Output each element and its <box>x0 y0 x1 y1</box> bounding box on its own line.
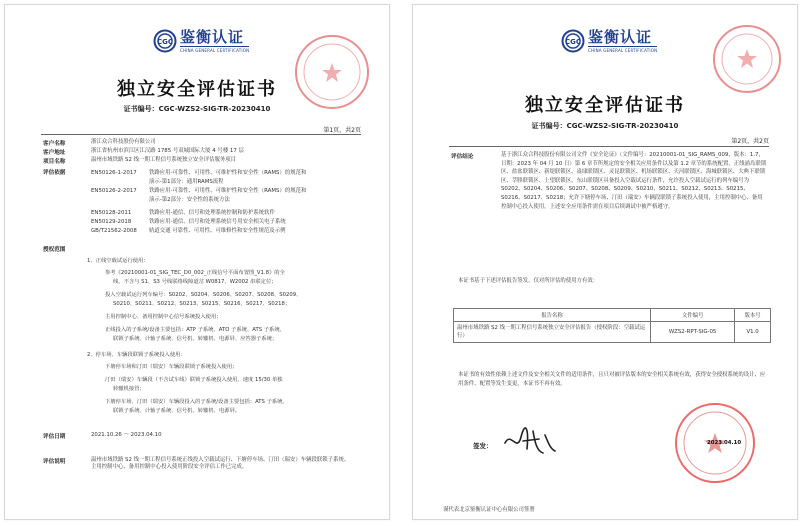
scope-line: 2、停车场、车辆段联锁子系统投入使用： <box>87 352 186 358</box>
divider <box>41 134 361 135</box>
logo-letters: CGC <box>156 38 174 46</box>
standard-item: 演示-第1部分：通用RAMS流程 <box>149 179 224 185</box>
scope-line: 正线投入的子系统/设备主要包括：ATP 子系统、ATO 子系统、ATS 子系统、 <box>105 327 285 333</box>
page-number: 第2页，共2页 <box>731 138 769 145</box>
divider <box>449 146 769 147</box>
remark-label: 评估说明 <box>43 459 66 465</box>
date-label: 评估日期 <box>43 434 66 440</box>
scope-line: 参考《20210001-01_SIG_TEC_D0_002_正线信号平面布置图_V1.8》的全 <box>105 270 285 276</box>
org-name-cn: 鉴衡认证 <box>588 27 653 46</box>
standard-item: GB/T21562-2008 轨道交通 可靠性、可用性、可维修性和安全性规范及示例 <box>91 228 286 234</box>
scope-line: 下塘停车场、汀田（瑞安）车辆段投入的子系统/设备主要包括：ATS 子系统、 <box>105 399 288 405</box>
scope-label: 授权范围 <box>43 247 66 253</box>
project-value: 温州市域铁路 S2 线一期工程信号系统独立安全评估服务项目 <box>91 157 237 163</box>
date-value: 2021.10.26 ～ 2023.04.10 <box>91 432 162 438</box>
cgc-logo-icon <box>561 29 585 53</box>
report-intro: 本证书基于下述评估报告签发，仅对所评估的使用方有效： <box>458 278 599 284</box>
certificate-number: 证书编号：CGC-WZS2-SIG-TR-20230410 <box>531 122 679 130</box>
table-cell: 温州市域铁路 S2 线一期工程信号系统独立安全评估报告（授权阶段：空载试运行） <box>454 322 651 343</box>
table-row <box>454 322 771 343</box>
scope-line: 下塘停车场和汀田（瑞安）车辆段联锁子系统投入使用； <box>105 364 238 370</box>
validity-note: 本证书的有效性依赖上述文件及安全相关文件的适用条件，且只对被评估版本的安全相关系统有效，获得安全授权系统的设计、应用条件、配置等发生变更，本证书不再有效。 <box>458 372 766 387</box>
sign-label: 签发： <box>473 442 493 450</box>
standard-item: EN50129-2018 铁路应用-通信、信号和处理系统信号用安全相关电子系统 <box>91 219 286 225</box>
client-value: 浙江众合科技股份有限公司 <box>91 139 156 145</box>
address-value: 浙江省杭州市滨江区江汉路 1785 号双城国际大厦 4 号楼 17 层 <box>91 148 244 154</box>
scope-line: 汀田（瑞安）车辆段（不含试车线）联锁子系统投入使用，速度 15/30 单独 <box>105 377 283 383</box>
standard-item: EN50126-1-2017 铁路应用-可靠性、可用性、可维护性和安全性（RAMS）的规范和 <box>91 170 307 176</box>
org-name-en: CHINA GENERAL CERTIFICATION <box>180 47 250 53</box>
cgc-logo <box>561 29 657 53</box>
certificate-page-1 <box>4 4 390 520</box>
scope-line: 联锁子系统、计轴子系统、信号机、转辙机、电源屏、应答器子系统； <box>113 336 278 342</box>
standard-item: EN50126-2-2017 铁路应用-可靠性、可用性、可维护性和安全性（RAMS）的规范和 <box>91 188 307 194</box>
seal-icon <box>715 27 779 91</box>
footer-note: 谨代表北京鉴衡认证中心有限公司签署 <box>443 507 535 513</box>
standard-item: EN50128-2011 铁路应用-通信、信号和处理系统控制和防护系统软件 <box>91 210 275 216</box>
standard-item: 演示-第2部分：安全性的系统方法 <box>149 197 230 203</box>
table-header: 报告名称 <box>454 309 651 322</box>
certificate-page-2 <box>412 4 798 520</box>
project-label: 项目名称 <box>43 159 66 165</box>
table-header-row <box>454 309 771 322</box>
scope-line: 联锁子系统、计轴子系统、信号机、转辙机、电源屏。 <box>113 408 241 414</box>
handwritten-signature <box>499 423 559 459</box>
org-name-en: CHINA GENERAL CERTIFICATION <box>588 47 658 53</box>
scope-line: S0210、S0211、S0212、S0213、S0215、S0216、S0217、S0218； <box>113 301 291 307</box>
org-name-cn: 鉴衡认证 <box>180 27 245 46</box>
scope-line: 主用控制中心、备用控制中心信号系统投入使用； <box>105 314 222 320</box>
scope-line: 转辙机接管； <box>113 386 145 392</box>
cgc-logo-icon <box>153 29 177 53</box>
table-header: 版本号 <box>735 309 771 322</box>
remark-value: 温州市域铁路 S2 线一期工程信号系统正线投入空载试运行、下塘停车场、汀田（瑞安）车辆段联锁子系统、主用控制中心、备用控制中心投入使用阶段安全评估工作已完成。 <box>91 457 350 471</box>
certificate-title: 独立安全评估证书 <box>117 79 277 100</box>
conclusion-value: 基于浙江众合科技股份有限公司文件《安全论证》（文件编号：20210001-01_SIG_RAMS_009，版本：1.7，日期：2023 年 04 月 10 日）第 6 章节所规定的安全相关应用条件以及第 1.2 章节的系统配置，正线涌岛联锁区、盐盆联锁区、新堤联锁区、盎埭联锁区、灵昆联锁区、机场联锁区、天河联锁区、海城联锁区、大典下联锁区、莘塍联锁区、上望联锁区、东山联锁区具备投入空载试运行条件，允许投入空载试运行的列车编号为 S0202、S0204、S0206、S0207、S0208、S0209、S0210、S0211、S0212、S0213、S0215、S0216、S0217、S0218；允许下塘停车场、汀田（瑞安）车辆段联锁子系统投入使用，主用控制中心、备用控制中心投入使用。上述安全应用条件需在项目后续调试中被严格遵守。 <box>501 152 767 210</box>
scope-line: 线，不含与 S1、S3 号线联络线障道岔 W0817、W2002 串联定位； <box>113 279 277 285</box>
scope-line: 1、正线空载试运行使用： <box>87 258 149 264</box>
table-cell: V1.0 <box>735 322 771 343</box>
official-seal <box>713 25 781 93</box>
client-label: 客户名称 <box>43 141 66 147</box>
report-table <box>453 308 771 343</box>
cgc-logo <box>153 29 249 53</box>
basis-label: 评估依据 <box>43 170 66 176</box>
table-header: 文件编号 <box>651 309 735 322</box>
scope-line: 投入空载试运行列车编号：S0202、S0204、S0206、S0207、S0208、S0209、 <box>105 292 302 298</box>
conclusion-label: 评估结论 <box>451 154 474 160</box>
logo-letters: CGC <box>564 38 582 46</box>
table-cell: WZS2-RPT-SIG-05 <box>651 322 735 343</box>
address-label: 客户地址 <box>43 150 66 156</box>
page-number: 第1页，共2页 <box>323 127 361 134</box>
sign-date: 2023.04.10 <box>707 440 742 446</box>
certificate-title: 独立安全评估证书 <box>525 95 685 116</box>
certificate-number: 证书编号：CGC-WZS2-SIG-TR-20230410 <box>123 105 271 113</box>
